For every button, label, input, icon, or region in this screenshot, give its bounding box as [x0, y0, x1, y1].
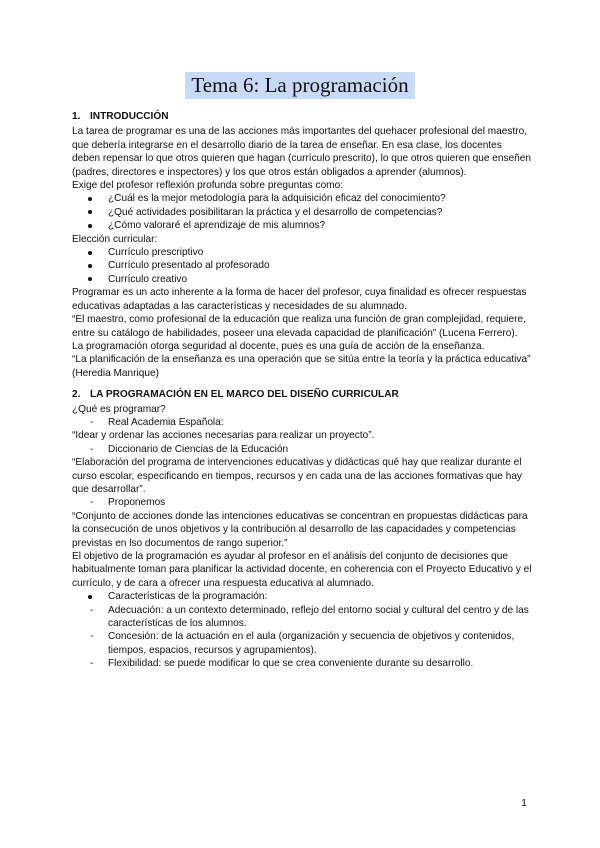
characteristics-list	[72, 590, 532, 670]
page-number: 1	[521, 797, 527, 809]
list-item: - Diccionario de Ciencias de la Educación	[72, 443, 532, 456]
definition-rae: “Idear y ordenar las acciones necesarias para realizar un proyecto”.	[72, 430, 375, 442]
list-item: Currículo prescriptivo	[72, 246, 532, 259]
section-2-heading	[72, 388, 532, 401]
list-item: - Concesión: de la actuación en el aula (organización y secuencia de objetivos y contenidos, tiempos, espacios, recursos y agrupamientos).	[72, 630, 532, 657]
definition-dictionary: “Elaboración del programa de intervenciones educativas y didácticas qué hay que realizar durante el curso escolar, especificando en tiempos, recursos y en cada una de las acciones formativas que hay que desarrollar”.	[72, 457, 522, 495]
section-2-number: 2.	[72, 389, 81, 401]
section-1-title: INTRODUCCIÓN	[90, 111, 169, 122]
list-item: ¿Qué actividades posibilitaran la práctica y el desarrollo de competencias?	[72, 206, 532, 219]
list-item: - Real Academia Española:	[72, 416, 532, 429]
page-title: Tema 6: La programación	[185, 72, 414, 99]
curricular-choice-label: Elección curricular:	[72, 233, 158, 245]
source-list-1	[72, 416, 532, 429]
section-1-number: 1.	[72, 111, 81, 122]
quote-heredia: “La planificación de la enseñanza es una operación que se sitúa entre la teoría y la práctica educativa” (Heredia Manrique)	[72, 354, 531, 379]
document-body	[72, 110, 532, 671]
questions-list	[72, 192, 532, 232]
section-2-title: LA PROGRAMACIÓN EN EL MARCO DEL DISEÑO CURRICULAR	[90, 389, 399, 401]
list-item: - Proponemos	[72, 496, 532, 509]
list-item: ¿Cuál es la mejor metodología para la adquisición eficaz del conocimiento?	[72, 192, 532, 205]
source-list-3	[72, 496, 532, 509]
list-item: Currículo presentado al profesorado	[72, 259, 532, 272]
list-item: ¿Cómo valoraré el aprendizaje de mis alumnos?	[72, 219, 532, 232]
objective-paragraph: El objetivo de la programación es ayudar al profesor en el análisis del conjunto de decisiones que habitualmente toman para planificar la actividad docente, en coherencia con el Proyecto Educativo y el currículo, y de cara a ofrecer una respuesta educativa al alumnado.	[72, 551, 532, 589]
source-list-2	[72, 443, 532, 456]
questions-intro: Exige del profesor reflexión profunda sobre preguntas como:	[72, 180, 344, 192]
programming-paragraph: Programar es un acto inherente a la forma de hacer del profesor, cuya finalidad es ofrecer respuestas educativas adaptadas a las características y necesidades de su alumnado.	[72, 287, 527, 312]
quote-lucena: “El maestro, como profesional de la educación que realiza una función de gran complejidad, requiere, entre su catálogo de habilidades, poseer una elevada capacidad de planificación” (Lucena Ferrero).	[72, 314, 526, 339]
title-container	[0, 72, 600, 99]
list-item: - Adecuación: a un contexto determinado, reflejo del entorno social y cultural del centro y de las características de los alumnos.	[72, 604, 532, 631]
security-paragraph: La programación otorga seguridad al docente, pues es una guía de acción de la enseñanza.	[72, 340, 485, 352]
list-item: Características de la programación:	[72, 590, 532, 603]
section-1-heading	[72, 110, 532, 123]
list-item: Currículo creativo	[72, 273, 532, 286]
list-item: - Flexibilidad: se puede modificar lo que se crea conveniente durante su desarrollo.	[72, 657, 532, 670]
what-is-programming: ¿Qué es programar?	[72, 403, 166, 415]
curricula-list	[72, 246, 532, 286]
intro-paragraph: La tarea de programar es una de las acciones más importantes del quehacer profesional del maestro, que debería integrarse en el desarrollo diario de la tarea de enseñar. En esa clase, los docentes deben repensar lo que otros quieren que hagan (currículo prescrito), lo que otros quieren que enseñen (padres, directores e inspectores) y los que otros están obligados a aprender (alumnos).	[72, 126, 532, 178]
definition-proposed: “Conjunto de acciones donde las intenciones educativas se concentran en propuestas didácticas para la consecución de unos objetivos y la contribución al desarrollo de las capacidades y competencias previstas en lso documentos de rango superior.”	[72, 510, 528, 549]
